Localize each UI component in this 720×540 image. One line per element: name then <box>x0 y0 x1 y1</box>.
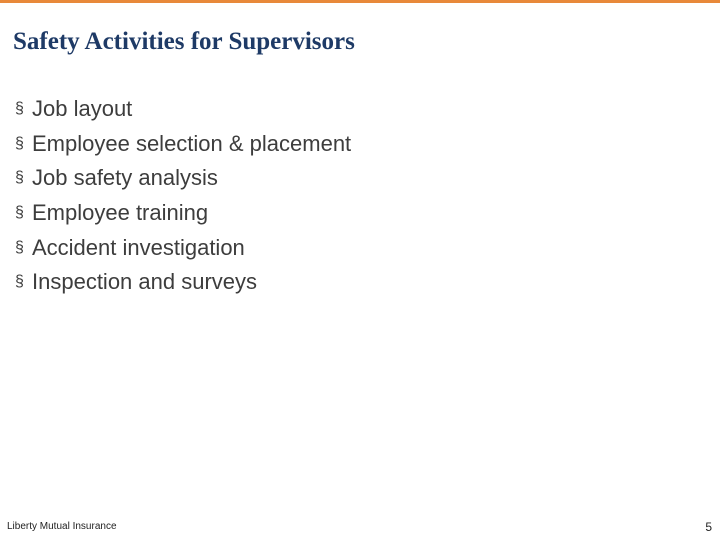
bullet-text: Job safety analysis <box>32 165 218 191</box>
bullet-text: Job layout <box>32 96 133 122</box>
section-sign-bullet-icon: § <box>15 204 24 222</box>
page-number: 5 <box>705 520 712 534</box>
section-sign-bullet-icon: § <box>15 273 24 291</box>
section-sign-bullet-icon: § <box>15 134 24 152</box>
bullet-list <box>15 92 351 300</box>
list-item <box>15 196 351 231</box>
section-sign-bullet-icon: § <box>15 100 24 118</box>
footer-company-name: Liberty Mutual Insurance <box>7 521 117 532</box>
list-item <box>15 230 351 265</box>
slide-title: Safety Activities for Supervisors <box>13 28 355 55</box>
bullet-text: Inspection and surveys <box>32 269 258 295</box>
list-item <box>15 161 351 196</box>
section-sign-bullet-icon: § <box>15 169 24 187</box>
bullet-text: Employee selection & placement <box>32 130 352 156</box>
list-item <box>15 127 351 162</box>
section-sign-bullet-icon: § <box>15 238 24 256</box>
list-item <box>15 265 351 300</box>
top-accent-rule <box>0 0 720 3</box>
bullet-text: Accident investigation <box>32 234 245 260</box>
list-item <box>15 92 351 127</box>
bullet-text: Employee training <box>32 200 209 226</box>
